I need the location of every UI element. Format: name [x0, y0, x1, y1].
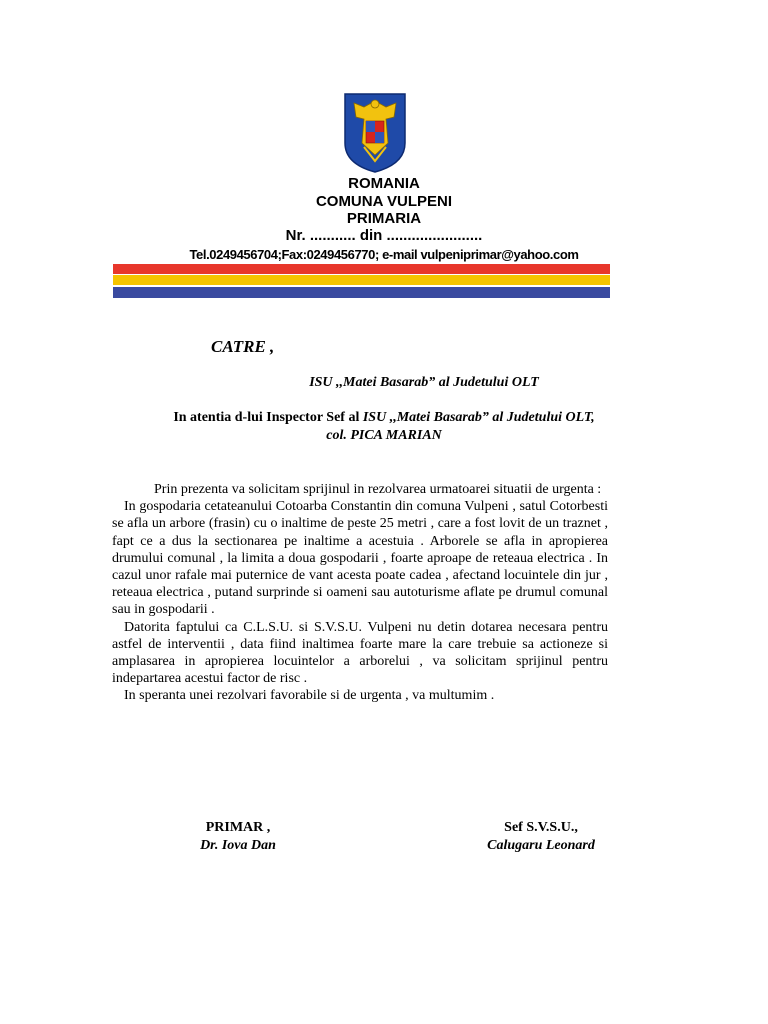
flag-stripe-yellow [113, 275, 610, 285]
attention-name: col. PICA MARIAN [326, 428, 442, 443]
signature-left [176, 819, 300, 855]
addressee: ISU ,,Matei Basarab” al Judetului OLT [309, 375, 539, 390]
header-reg-number: Nr. ........... din ....................... [285, 227, 483, 244]
flag-stripe-red [113, 264, 610, 274]
header-office: PRIMARIA [346, 210, 422, 227]
signature-right-name: Calugaru Leonard [487, 838, 595, 853]
attention-line [0, 410, 768, 426]
header-country: ROMANIA [348, 175, 420, 192]
signature-right-title: Sef S.V.S.U., [504, 820, 578, 835]
salutation: CATRE , [211, 337, 275, 356]
header-commune: COMUNA VULPENI [315, 193, 453, 210]
body-paragraph: Datorita faptului ca C.L.S.U. si S.V.S.U. Vulpeni nu detin dotarea necesara pentru astfel de interventii , data fiind inaltimea foarte mare la care trebuie sa actioneze si amplasarea in apropierea locuintelor a arborelui , va solicitam sprijinul pentru indepartarea acestui factor de risc . [112, 619, 608, 687]
signature-left-name: Dr. Iova Dan [200, 838, 276, 853]
attention-prefix: In atentia d-lui Inspector Sef al [173, 410, 360, 425]
header-contact: Tel.0249456704;Fax:0249456770; e-mail vulpeniprimar@yahoo.com [189, 247, 579, 262]
body-paragraph: In speranta unei rezolvari favorabile si de urgenta , va multumim . [124, 688, 495, 704]
body-paragraph: Prin prezenta va solicitam sprijinul in rezolvarea urmatoarei situatii de urgenta : [154, 482, 602, 497]
letter-body [112, 481, 608, 705]
signature-left-title: PRIMAR , [205, 820, 271, 835]
body-paragraph: In gospodaria cetateanului Cotoarba Constantin din comuna Vulpeni , satul Cotorbesti se afla un arbore (frasin) cu o inaltime de peste 25 metri , care a fost lovit de un traznet , fapt ce a dus la sectionarea pe inaltime a acestuia . Arborele se afla in apropierea drumului comunal , la limita a doua gospodarii , foarte aproape de reteaua electrica . In cazul unor rafale mai puternice de vant acesta poate cadea , afectand locuintele din jur , reteaua electrica , putand surprinde si oameni sau autoturisme aflate pe drumul comunal sau in gospodarii . [112, 499, 608, 618]
coat-of-arms-emblem [342, 91, 408, 174]
flag-stripe-blue [113, 287, 610, 298]
attention-org: ISU ,,Matei Basarab” al Judetului OLT, [362, 410, 595, 425]
signature-right [466, 819, 616, 855]
